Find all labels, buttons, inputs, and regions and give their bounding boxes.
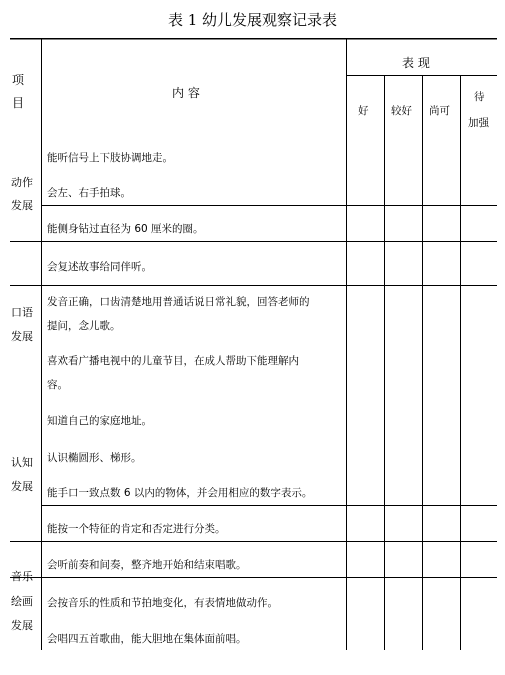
- item-music-3: 会唱四五首歌曲，能大胆地在集体面前唱。: [47, 633, 247, 645]
- category-cognition: 认知: [11, 456, 33, 469]
- item-lang-1: 会复述故事给同伴听。: [47, 261, 152, 273]
- item-motor-2: 会左、右手拍球。: [47, 187, 131, 199]
- item-lang-2: 发音正确，口齿清楚地用普通话说日常礼貌，回答老师的: [47, 296, 310, 308]
- header-performance-label: 表 现: [402, 56, 430, 70]
- level-improve: 待: [474, 91, 485, 103]
- category-music-art: 音乐: [11, 570, 33, 583]
- item-music-2: 会按音乐的性质和节拍地变化，有表情地做动作。: [47, 597, 278, 609]
- header-item-label: 项: [12, 73, 25, 87]
- item-lang-3: 喜欢看广播电视中的儿童节目，在成人帮助下能理解内: [47, 355, 299, 367]
- item-music-1: 会听前奏和间奏，整齐地开始和结束唱歌。: [47, 559, 247, 571]
- item-cog-2: 认识椭圆形、梯形。: [47, 452, 142, 464]
- item-motor-3: 能侧身钻过直径为 60 厘米的圈。: [47, 223, 204, 235]
- item-cog-3: 能手口一致点数 6 以内的物体，并会用相应的数字表示。: [47, 487, 313, 499]
- category-cognition-2: 发展: [11, 480, 33, 493]
- table-title: 表 1 幼儿发展观察记录表: [167, 11, 338, 29]
- level-fairly-good: 较好: [391, 105, 412, 117]
- category-language-2: 发展: [11, 330, 33, 343]
- level-good: 好: [358, 105, 369, 117]
- level-improve-2: 加强: [468, 117, 489, 129]
- item-motor-1: 能听信号上下肢协调地走。: [47, 152, 173, 164]
- category-motor: 动作: [11, 176, 33, 189]
- header-item-label-2: 目: [12, 96, 25, 110]
- item-lang-2-cont: 提问，念儿歌。: [47, 320, 121, 332]
- item-lang-3-cont: 容。: [47, 379, 68, 391]
- item-cog-4: 能按一个特征的肯定和否定进行分类。: [47, 523, 226, 535]
- header-content-label: 内 容: [172, 86, 200, 100]
- item-cog-1: 知道自己的家庭地址。: [47, 415, 152, 427]
- category-music-art-2: 绘画: [11, 595, 33, 608]
- category-language: 口语: [11, 306, 33, 319]
- category-motor-2: 发展: [11, 199, 33, 212]
- level-acceptable: 尚可: [429, 105, 450, 117]
- category-music-art-3: 发展: [11, 619, 33, 632]
